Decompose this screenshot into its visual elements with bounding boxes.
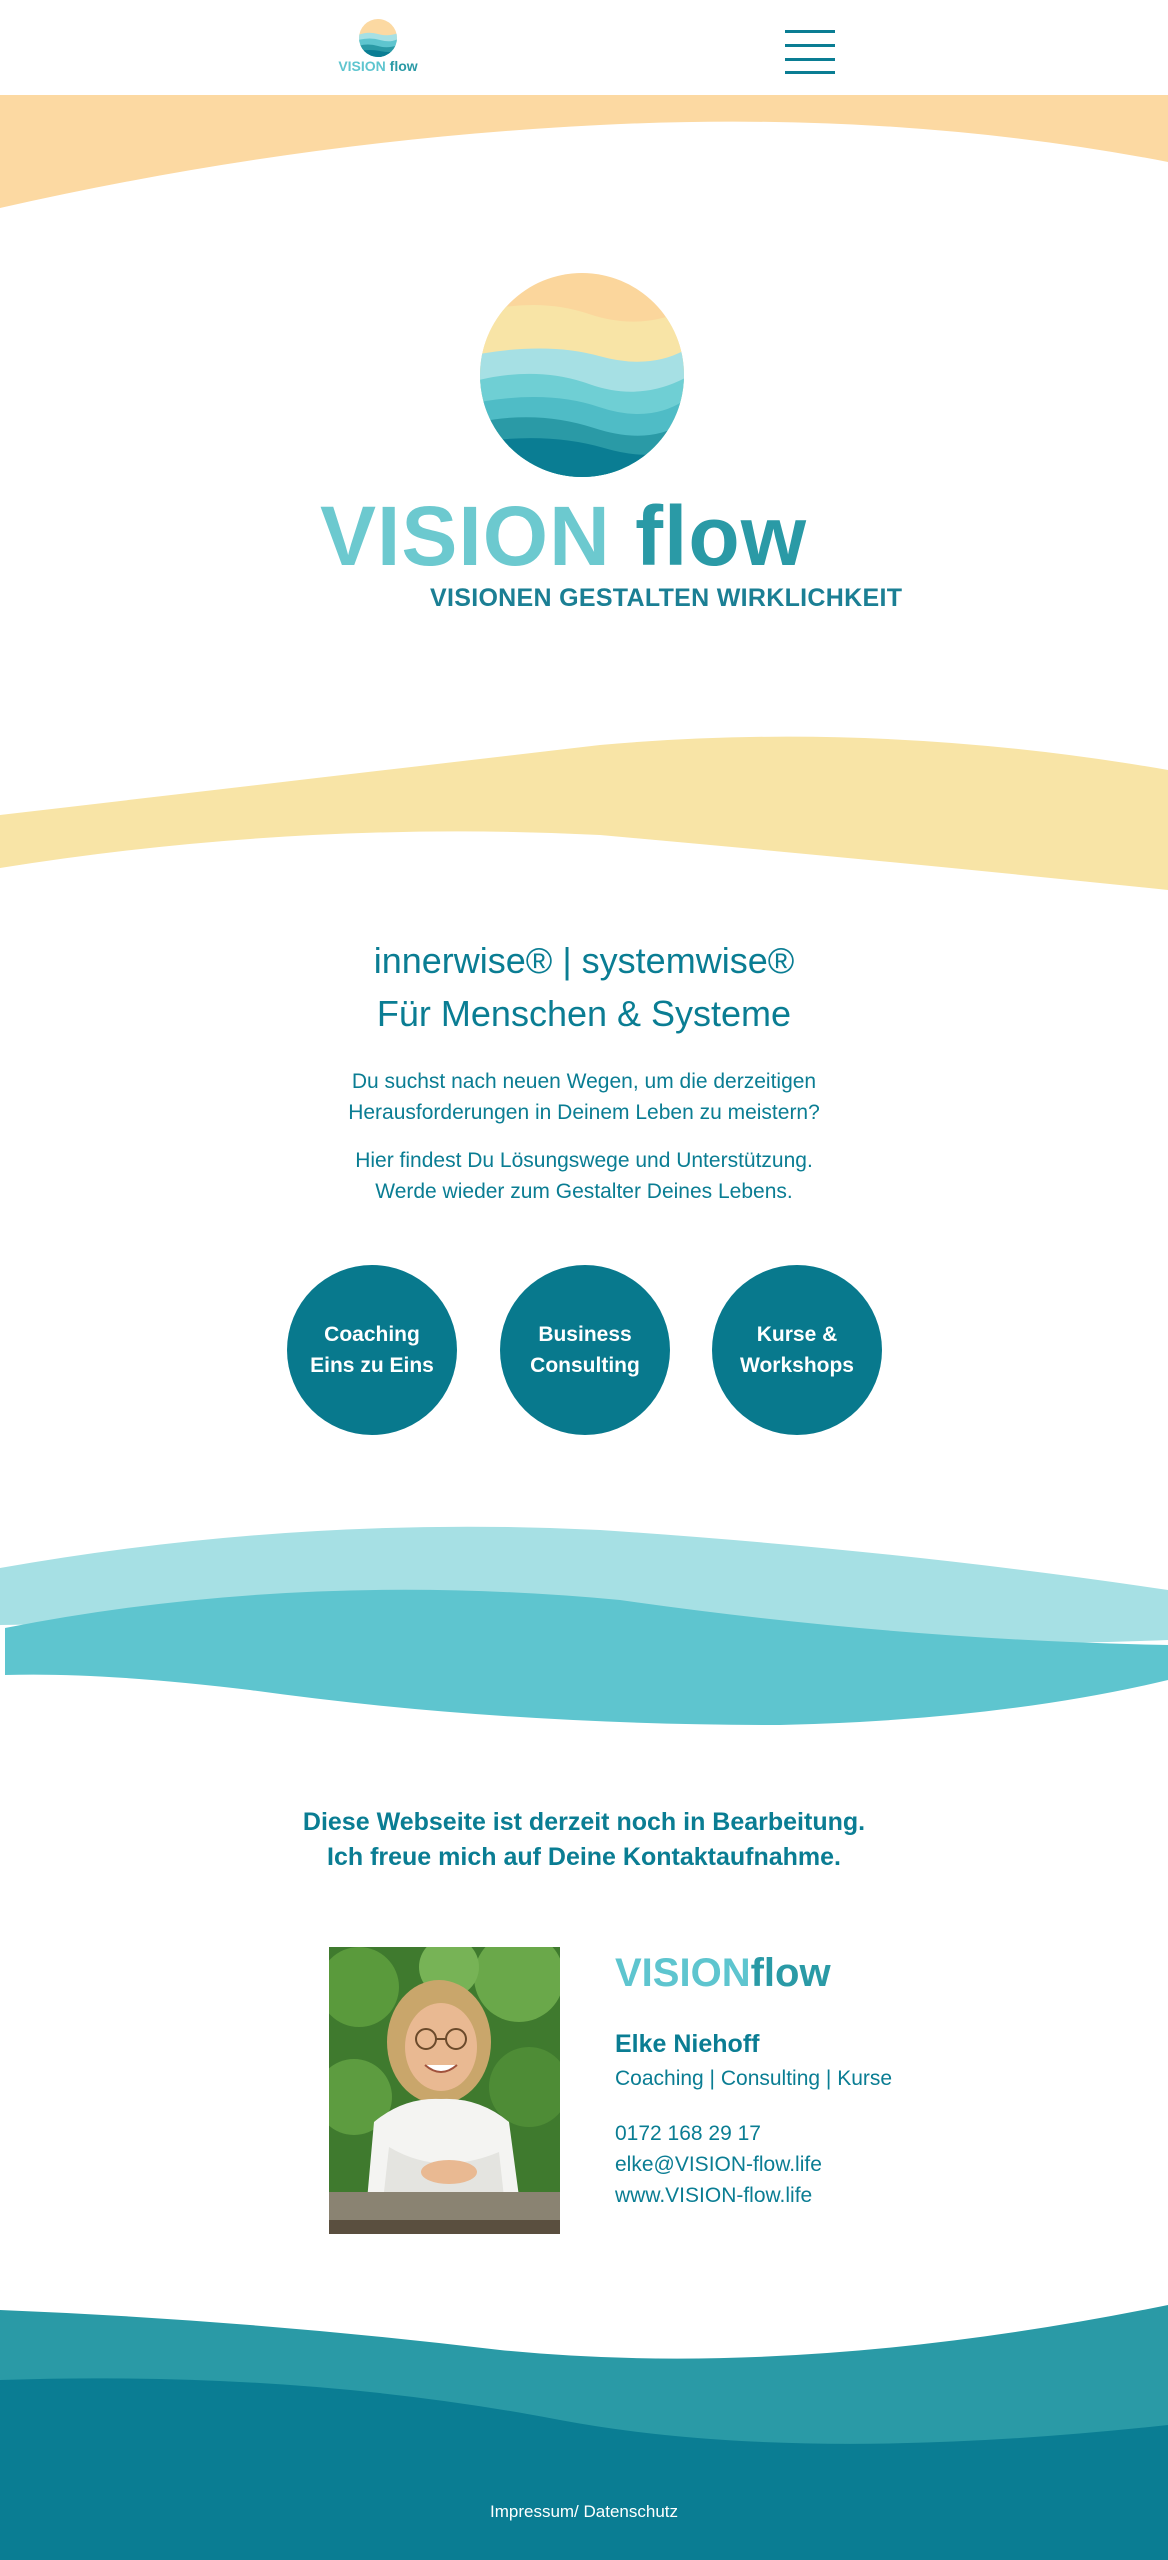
contact-phone[interactable]: 0172 168 29 17 xyxy=(615,2122,761,2145)
courses-workshops-button[interactable]: Kurse & Workshops xyxy=(712,1265,882,1435)
sunset-sea-logo-icon xyxy=(479,272,685,478)
contact-email-link[interactable]: elke@VISION-flow.life xyxy=(615,2153,822,2176)
imprint-privacy-link[interactable]: Impressum/ Datenschutz xyxy=(489,2502,678,2521)
middle-sand-wave xyxy=(0,737,1168,890)
hero-logo-tagline: VISIONEN GESTALTEN WIRKLICHKEIT xyxy=(430,584,903,612)
intro-headline-brands: innerwise® | systemwise® xyxy=(373,940,795,981)
intro-paragraph: Hier findest Du Lösungswege und Unterstützung. Werde wieder zum Gestalter Deines Lebens. xyxy=(355,1149,813,1203)
contact-name: Elke Niehoff xyxy=(615,2030,760,2058)
intro-headline-subtitle: Für Menschen & Systeme xyxy=(376,993,792,1034)
intro-paragraph: Du suchst nach neuen Wegen, um die derzeitigen Herausforderungen in Deinem Leben zu meistern? xyxy=(348,1070,820,1124)
business-consulting-button[interactable]: Business Consulting xyxy=(500,1265,670,1435)
header-logo-wordmark: VISION flow xyxy=(338,58,418,74)
contact-card-wordmark: VISIONflow xyxy=(615,1951,831,1995)
contact-services: Coaching | Consulting | Kurse xyxy=(615,2067,893,2090)
coaching-button[interactable]: Coaching Eins zu Eins xyxy=(287,1265,457,1435)
top-sand-wave xyxy=(0,95,1168,208)
contact-invitation: Ich freue mich auf Deine Kontaktaufnahme. xyxy=(327,1843,841,1871)
contact-website-link[interactable]: www.VISION-flow.life xyxy=(615,2184,813,2207)
hero-logo-wordmark: VISION flow xyxy=(320,489,808,583)
construction-notice: Diese Webseite ist derzeit noch in Bearbeitung. xyxy=(302,1808,866,1836)
portrait-photo xyxy=(329,1947,560,2234)
